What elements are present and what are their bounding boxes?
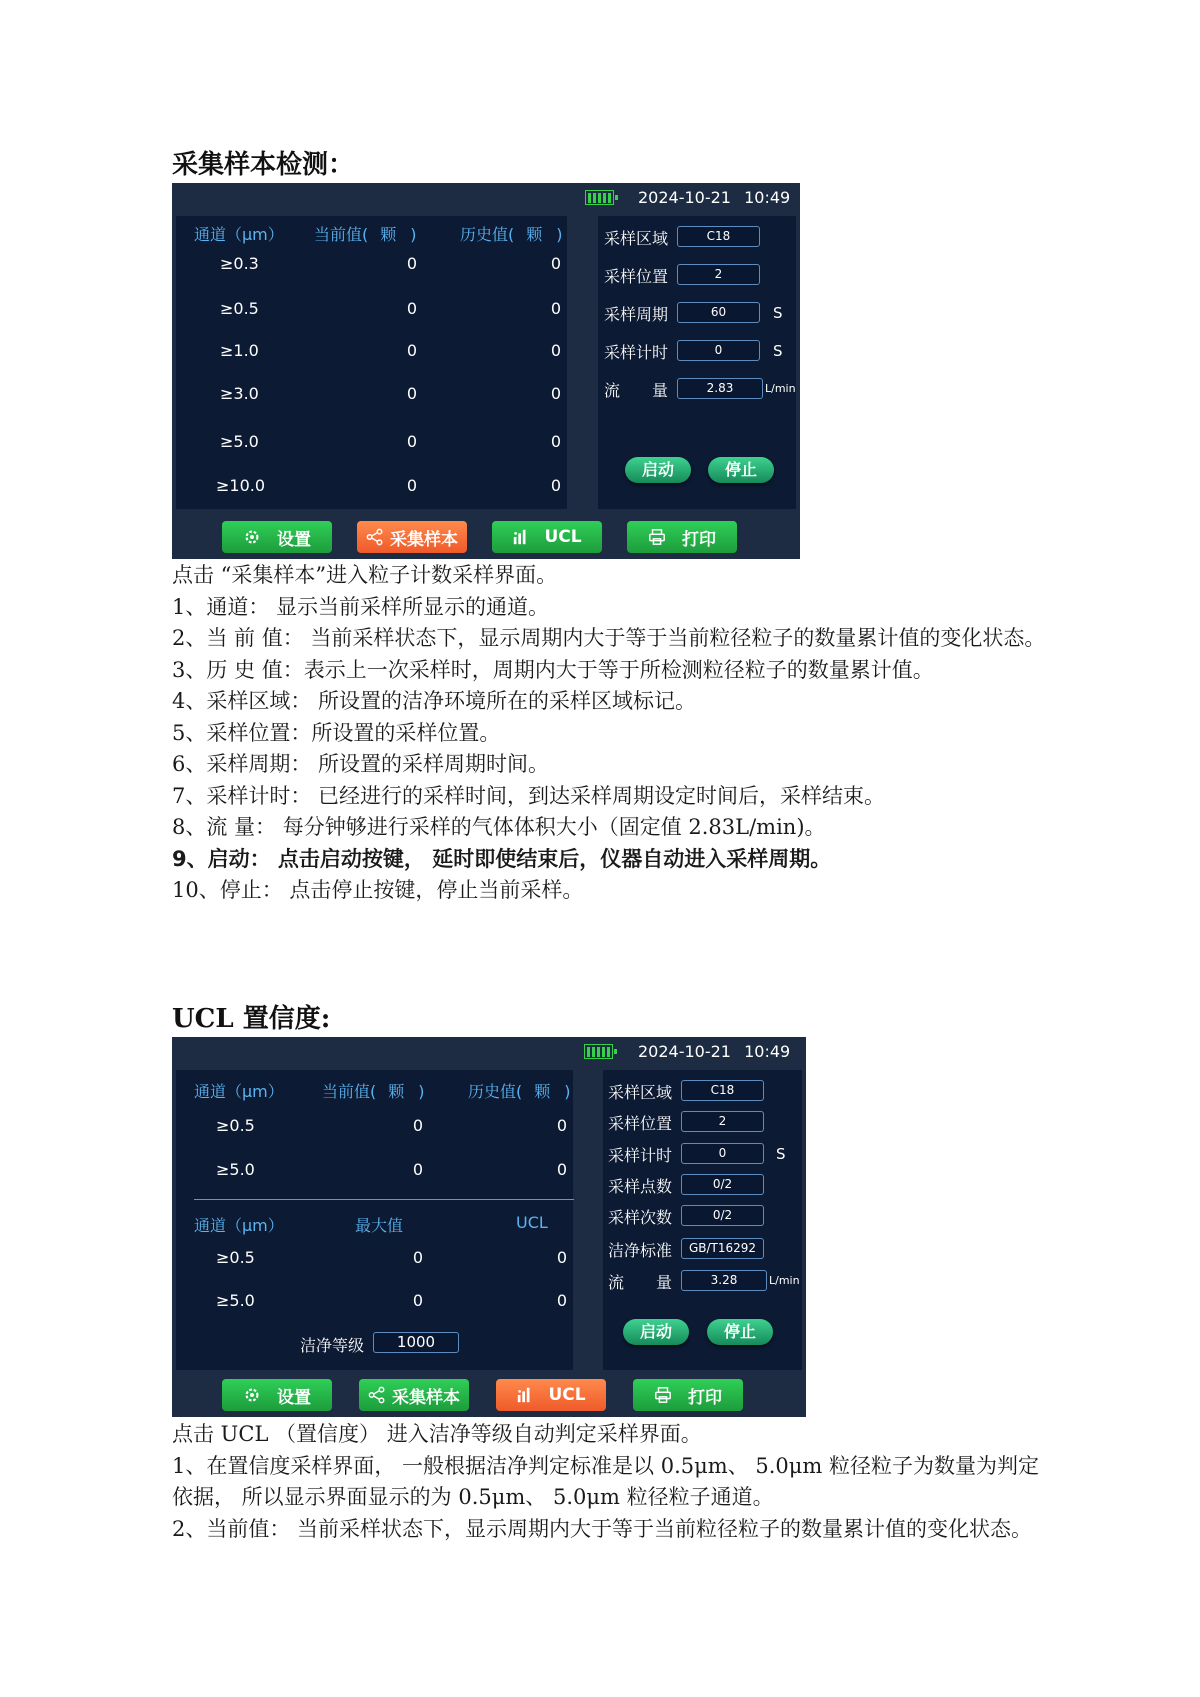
row-channel: ≥0.5: [216, 1248, 255, 1267]
row-channel: ≥10.0: [216, 476, 266, 495]
row-current: 0: [406, 432, 418, 451]
nav-print-button[interactable]: [627, 521, 737, 553]
row-ucl: 0: [556, 1291, 568, 1310]
row-channel: ≥3.0: [220, 384, 259, 403]
nav-print-label: 打印: [682, 529, 716, 550]
area-field[interactable]: C18: [677, 226, 760, 247]
standard-field[interactable]: GB/T16292: [681, 1238, 764, 1259]
status-time: 10:49: [744, 1042, 791, 1061]
row-channel: ≥5.0: [216, 1160, 255, 1179]
battery-icon: [584, 1044, 613, 1059]
standard-label: 洁净标准: [608, 1241, 673, 1260]
nav-settings-button[interactable]: [222, 1379, 332, 1411]
period-unit: S: [773, 304, 783, 322]
row-history: 0: [550, 254, 562, 273]
header2-ucl: UCL: [516, 1213, 548, 1232]
printer-icon: [648, 528, 666, 546]
nav-print-label: 打印: [688, 1387, 722, 1408]
bottom-nav: [172, 1371, 806, 1417]
timer-unit: S: [773, 342, 783, 360]
share-icon: [366, 528, 384, 546]
row-channel: ≥0.5: [216, 1116, 255, 1135]
row-channel: ≥5.0: [216, 1291, 255, 1310]
header-channel: 通道（μm）: [194, 225, 284, 244]
paragraph: 1、通道： 显示当前采样所显示的通道。: [172, 594, 550, 619]
nav-sample-button[interactable]: [357, 521, 467, 553]
paragraph-bold: 9、启动： 点击启动按键， 延时即使结束后，仪器自动进入采样周期。: [172, 846, 832, 871]
paragraph: 1、在置信度采样界面， 一般根据洁净判定标准是以 0.5μm、 5.0μm 粒径粒子为数量为判定依据， 所以显示界面显示的为 0.5μm、 5.0μm 粒径粒子通道。: [172, 1453, 1039, 1509]
status-bar: [172, 1037, 806, 1067]
header-current: 当前值( 颗 ): [322, 1082, 425, 1101]
row-max: 0: [412, 1291, 424, 1310]
row-current: 0: [406, 384, 418, 403]
period-label: 采样周期: [604, 305, 669, 324]
row-current: 0: [412, 1116, 424, 1135]
row-channel: ≥5.0: [220, 432, 259, 451]
grade-label: 洁净等级: [300, 1336, 365, 1355]
row-channel: ≥1.0: [220, 341, 259, 360]
status-datetime: [638, 1042, 790, 1061]
paragraph: 2、当 前 值： 当前采样状态下，显示周期内大于等于当前粒径粒子的数量累计值的变化状态。: [172, 626, 1046, 650]
position-label: 采样位置: [604, 267, 669, 286]
paragraph: 点击 UCL （置信度） 进入洁净等级自动判定采样界面。: [172, 1422, 702, 1446]
row-current: 0: [406, 254, 418, 273]
row-current: 0: [412, 1160, 424, 1179]
flow-unit: L/min: [769, 1274, 800, 1287]
status-datetime: [638, 188, 790, 207]
header-channel: 通道（μm）: [194, 1082, 284, 1101]
header2-channel: 通道（μm）: [194, 1216, 284, 1235]
status-date: 2024-10-21: [638, 1042, 731, 1061]
row-history: 0: [550, 476, 562, 495]
bar-chart-icon: [516, 1386, 534, 1404]
gear-icon: [243, 528, 261, 546]
nav-ucl-label: UCL: [544, 527, 582, 547]
row-history: 0: [550, 341, 562, 360]
row-history: 0: [550, 384, 562, 403]
header2-max: 最大值: [355, 1216, 404, 1235]
gear-icon: [243, 1386, 261, 1404]
period-field[interactable]: 60: [677, 302, 760, 323]
nav-ucl-button[interactable]: [496, 1379, 606, 1411]
paragraph: 点击 “采集样本”进入粒子计数采样界面。: [172, 563, 558, 587]
timer-label: 采样计时: [608, 1146, 673, 1165]
row-channel: ≥0.3: [220, 254, 259, 273]
status-time: 10:49: [744, 188, 791, 207]
nav-ucl-label: UCL: [548, 1385, 586, 1405]
paragraph: 8、流 量： 每分钟够进行采样的气体体积大小（固定值 2.83L/min)。: [172, 815, 826, 839]
nav-print-button[interactable]: [633, 1379, 743, 1411]
row-history: 0: [550, 432, 562, 451]
timer-unit: S: [776, 1145, 786, 1163]
row-current: 0: [406, 299, 418, 318]
start-button[interactable]: 启动: [625, 457, 691, 483]
area-label: 采样区域: [604, 229, 669, 248]
row-channel: ≥0.5: [220, 299, 259, 318]
row-history: 0: [556, 1116, 568, 1135]
header-history: 历史值( 颗 ): [460, 225, 563, 244]
paragraph: 3、历 史 值：表示上一次采样时，周期内大于等于所检测粒径粒子的数量累计值。: [172, 657, 934, 682]
paragraph: 10、停止： 点击停止按键，停止当前采样。: [172, 878, 584, 902]
row-current: 0: [406, 476, 418, 495]
paragraph: 4、采样区域： 所设置的洁净环境所在的采样区域标记。: [172, 689, 697, 713]
position-field[interactable]: 2: [681, 1111, 764, 1132]
header-history: 历史值( 颗 ): [468, 1082, 571, 1101]
row-history: 0: [556, 1160, 568, 1179]
printer-icon: [654, 1386, 672, 1404]
position-label: 采样位置: [608, 1114, 673, 1133]
row-max: 0: [412, 1248, 424, 1267]
paragraph: 5、采样位置：所设置的采样位置。: [172, 720, 501, 745]
stop-button[interactable]: 停止: [708, 457, 774, 483]
flow-field[interactable]: 3.28: [681, 1270, 767, 1291]
flow-label: 流 量: [604, 381, 669, 400]
header-current: 当前值( 颗 ): [314, 225, 417, 244]
timer-field[interactable]: 0: [681, 1143, 764, 1164]
nav-settings-label: 设置: [277, 529, 311, 550]
paragraph: 2、当前值： 当前采样状态下，显示周期内大于等于当前粒径粒子的数量累计值的变化状态。: [172, 1516, 1033, 1541]
table-divider: [194, 1199, 574, 1200]
points-field[interactable]: 0/2: [681, 1174, 764, 1195]
flow-unit: L/min: [765, 382, 796, 395]
bar-chart-icon: [512, 528, 530, 546]
status-date: 2024-10-21: [638, 188, 731, 207]
nav-sample-button[interactable]: [359, 1379, 469, 1411]
row-current: 0: [406, 341, 418, 360]
paragraph: 6、采样周期： 所设置的采样周期时间。: [172, 752, 550, 776]
battery-icon: [585, 190, 614, 205]
area-field[interactable]: C18: [681, 1080, 764, 1101]
section1-description: [172, 560, 1052, 907]
row-ucl: 0: [556, 1248, 568, 1267]
nav-settings-label: 设置: [277, 1387, 311, 1408]
times-label: 采样次数: [608, 1208, 673, 1227]
status-bar: [172, 183, 800, 213]
section-heading-sample: 采集样本检测：: [172, 150, 355, 180]
stop-button[interactable]: 停止: [707, 1319, 773, 1345]
points-label: 采样点数: [608, 1177, 673, 1196]
timer-label: 采样计时: [604, 343, 669, 362]
share-icon: [368, 1386, 386, 1404]
nav-settings-button[interactable]: [222, 521, 332, 553]
bottom-nav: [172, 513, 800, 559]
nav-sample-label: 采集样本: [390, 529, 458, 550]
nav-ucl-button[interactable]: [492, 521, 602, 553]
start-button[interactable]: 启动: [623, 1319, 689, 1345]
section-heading-ucl: UCL 置信度:: [172, 1004, 331, 1034]
sample-screen: [172, 183, 800, 559]
section2-description: [172, 1419, 1052, 1545]
flow-label: 流 量: [608, 1273, 673, 1292]
times-field[interactable]: 0/2: [681, 1205, 764, 1226]
area-label: 采样区域: [608, 1083, 673, 1102]
paragraph: 7、采样计时： 已经进行的采样时间，到达采样周期设定时间后，采样结束。: [172, 783, 886, 808]
ucl-screen: [172, 1037, 806, 1417]
row-history: 0: [550, 299, 562, 318]
nav-sample-label: 采集样本: [392, 1387, 460, 1408]
flow-field[interactable]: 2.83: [677, 378, 763, 399]
position-field[interactable]: 2: [677, 264, 760, 285]
grade-field[interactable]: 1000: [373, 1332, 459, 1353]
timer-field[interactable]: 0: [677, 340, 760, 361]
